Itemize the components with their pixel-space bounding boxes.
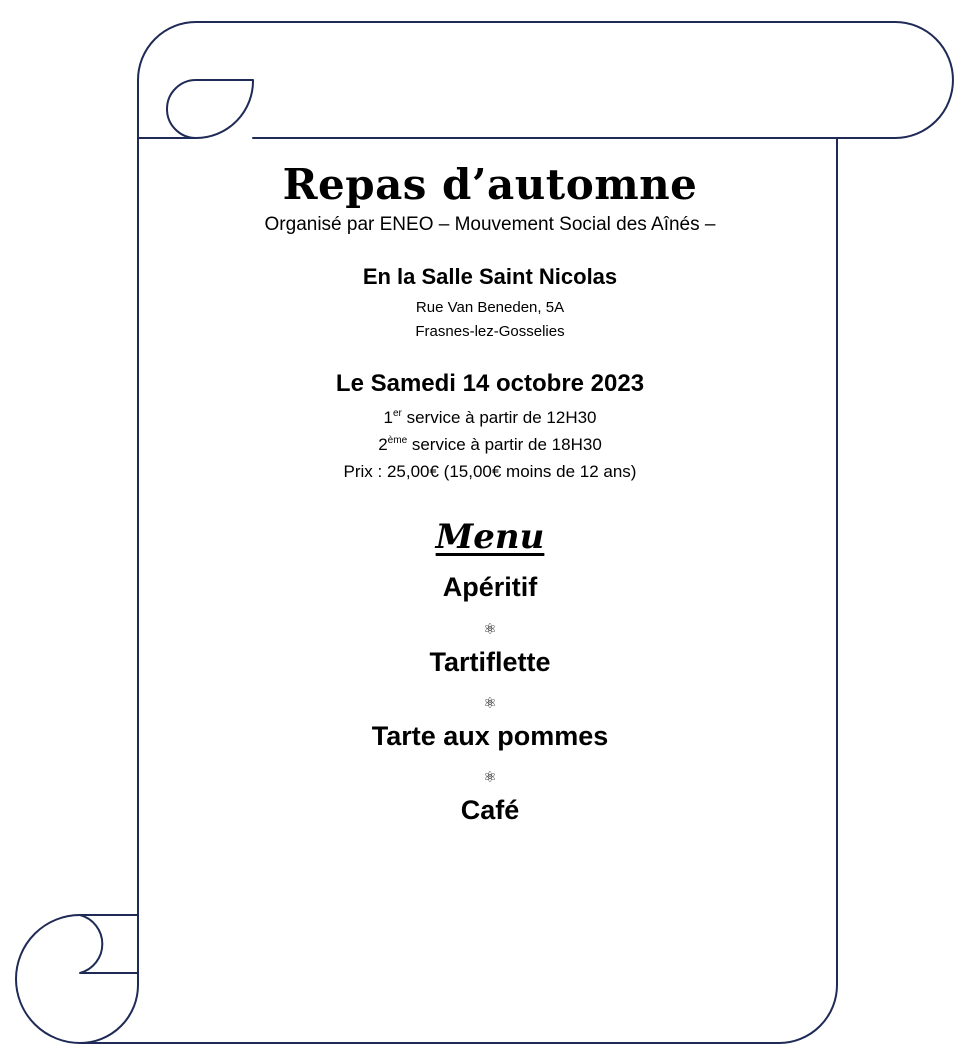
- menu-item-aperitif: Apéritif: [442, 572, 538, 603]
- top-left-curl: [138, 22, 196, 138]
- service-second-text: service à partir de 18H30: [407, 435, 602, 455]
- service-second-ordinal: 2: [378, 435, 388, 455]
- menu-item-cafe: Café: [460, 795, 520, 826]
- venue-city: Frasnes-lez-Gosselies: [415, 323, 565, 341]
- event-title: Repas d’automne: [282, 160, 698, 209]
- service-first: [190, 404, 790, 431]
- service-second-suffix: ème: [387, 435, 408, 447]
- organizer-line: Organisé par ENEO – Mouvement Social des Aînés –: [264, 214, 716, 236]
- event-date: Le Samedi 14 octobre 2023: [335, 370, 645, 398]
- bottom-left-curl-spiral: [80, 915, 104, 973]
- atom-icon: ⚛: [483, 620, 497, 638]
- service-first-text: service à partir de 12H30: [401, 408, 597, 428]
- menu-item-tartiflette: Tartiflette: [429, 646, 551, 677]
- bottom-roll: [16, 915, 779, 1043]
- service-first-ordinal: 1: [383, 408, 393, 428]
- service-first-suffix: er: [392, 408, 402, 420]
- flyer-content: [190, 150, 790, 827]
- bottom-left-curl-inner: [80, 915, 138, 1043]
- price-line: Prix : 25,00€ (15,00€ moins de 12 ans): [343, 462, 637, 482]
- venue-street: Rue Van Beneden, 5A: [415, 299, 565, 317]
- top-left-curl-inner: [167, 80, 253, 138]
- atom-icon: ⚛: [483, 769, 497, 787]
- venue-name: En la Salle Saint Nicolas: [362, 264, 618, 290]
- top-roll: [196, 22, 953, 138]
- menu-heading: Menu: [435, 517, 545, 558]
- service-second: [190, 431, 790, 458]
- atom-icon: ⚛: [483, 694, 497, 712]
- menu-item-tarte: Tarte aux pommes: [371, 720, 609, 751]
